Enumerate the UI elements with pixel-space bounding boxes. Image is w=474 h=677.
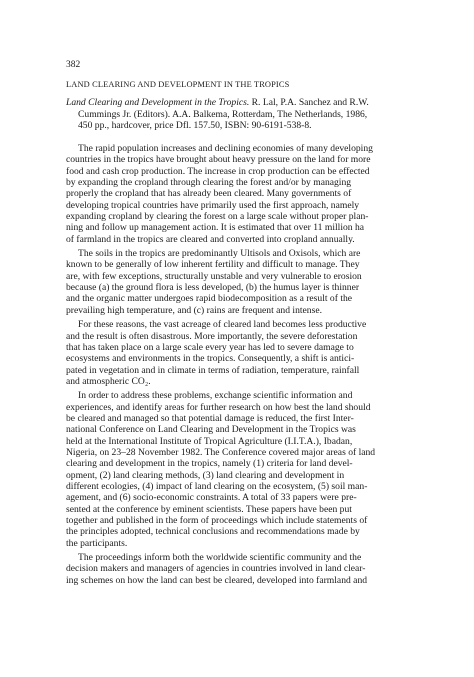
review-body — [66, 143, 426, 589]
text-line: known to be generally of low inherent fertility and difficult to manage. They — [66, 259, 360, 271]
text-line: opment, (2) land clearing methods, (3) land clearing and development in — [66, 469, 345, 481]
text-line: held at the International Institute of Tropical Agriculture (I.I.T.A.), Ibadan, — [66, 435, 353, 447]
text-line: clearing and development in the tropics, namely (1) criteria for land devel- — [66, 458, 353, 470]
text-line: food and cash crop production. The increase in crop production can be effected — [66, 165, 370, 177]
text-line: of farmland in the tropics are cleared and converted into cropland annually. — [66, 233, 355, 245]
text-line: pated in vegetation and in climate in terms of radiation, temperature, rainfall — [66, 364, 360, 376]
text-line: In order to address these problems, exchange scientific information and — [78, 390, 353, 402]
text-line: ning and follow up management action. It is estimated that over 11 million ha — [66, 222, 365, 234]
text-line: decision makers and managers of agencies in countries involved in land clear- — [66, 563, 366, 575]
body-paragraph — [66, 248, 426, 316]
citation-line — [66, 97, 418, 109]
body-paragraph — [66, 552, 426, 586]
citation-line: 450 pp., hardcover, price Dfl. 157.50, ISBN: 90-6191-538-8. — [78, 120, 312, 132]
text-line: Nigeria, on 23–28 November 1982. The Conference covered major areas of land — [66, 446, 376, 458]
text-line: ing schemes on how the land can best be cleared, developed into farmland and — [66, 574, 368, 586]
text-line: and the organic matter undergoes rapid biodecomposition as a result of the — [66, 293, 353, 305]
text-line: the principles adopted, technical conclusions and recommendations made by — [66, 526, 360, 538]
text-line: be cleared and managed so that potential damage is reduced, the first Inter- — [66, 412, 354, 424]
text-line: properly the cropland that has already been cleared. Many governments of — [66, 188, 352, 200]
text-line: national Conference on Land Clearing and Development in the Tropics was — [66, 424, 356, 436]
body-paragraph — [66, 319, 426, 387]
text-line: the participants. — [66, 537, 128, 549]
text-line: developing tropical countries have primarily used the first approach, namely — [66, 199, 360, 211]
text-line: different ecologies, (4) impact of land clearing on the ecosystem, (5) soil man- — [66, 480, 368, 492]
text-line: and the result is often disastrous. More importantly, the severe deforestation — [66, 330, 358, 342]
text-line: ecosystems and environments in the tropics. Consequently, a shift is antici- — [66, 353, 355, 365]
text-line: are, with few exceptions, structurally unstable and very vulnerable to erosion — [66, 270, 362, 282]
text-line: expanding cropland by clearing the forest on a large scale without proper plan- — [66, 211, 369, 223]
running-head: LAND CLEARING AND DEVELOPMENT IN THE TROPICS — [66, 80, 290, 89]
text-line: countries in the tropics have brought about heavy pressure on the land for more — [66, 154, 371, 166]
text-line: agement, and (6) socio-economic constraints. A total of 33 papers were pre- — [66, 492, 357, 504]
text-line: The proceedings inform both the worldwide scientific community and the — [78, 552, 362, 564]
book-title: Land Clearing and Development in the Tropics. — [66, 97, 250, 108]
book-authors: R. Lal, P.A. Sanchez and R.W. — [249, 97, 369, 108]
body-paragraph — [66, 143, 426, 245]
page-number: 382 — [66, 60, 81, 70]
text-line: The rapid population increases and declining economies of many developing — [78, 143, 373, 154]
text-line: and atmospheric CO₂. — [66, 375, 151, 387]
text-line: by expanding the cropland through clearing the forest and/or by managing — [66, 177, 352, 189]
text-line: sented at the conference by eminent scientists. These papers have been put — [66, 503, 352, 515]
text-line: prevailing high temperature, and (c) rains are frequent and intense. — [66, 304, 322, 316]
text-line: The soils in the tropics are predominantly Ultisols and Oxisols, which are — [78, 248, 361, 260]
text-line: together and published in the form of proceedings which include statements of — [66, 515, 368, 526]
citation-line: Cummings Jr. (Editors). A.A. Balkema, Rotterdam, The Netherlands, 1986, — [78, 108, 368, 120]
book-citation — [66, 97, 418, 132]
text-line: that has taken place on a large scale every year has led to severe damage to — [66, 341, 354, 353]
body-paragraph — [66, 390, 426, 549]
text-line: For these reasons, the vast acreage of cleared land becomes less productive — [78, 319, 367, 331]
text-line: because (a) the ground flora is less developed, (b) the humus layer is thinner — [66, 282, 360, 294]
text-line: experiences, and identify areas for further research on how best the land should — [66, 401, 371, 413]
